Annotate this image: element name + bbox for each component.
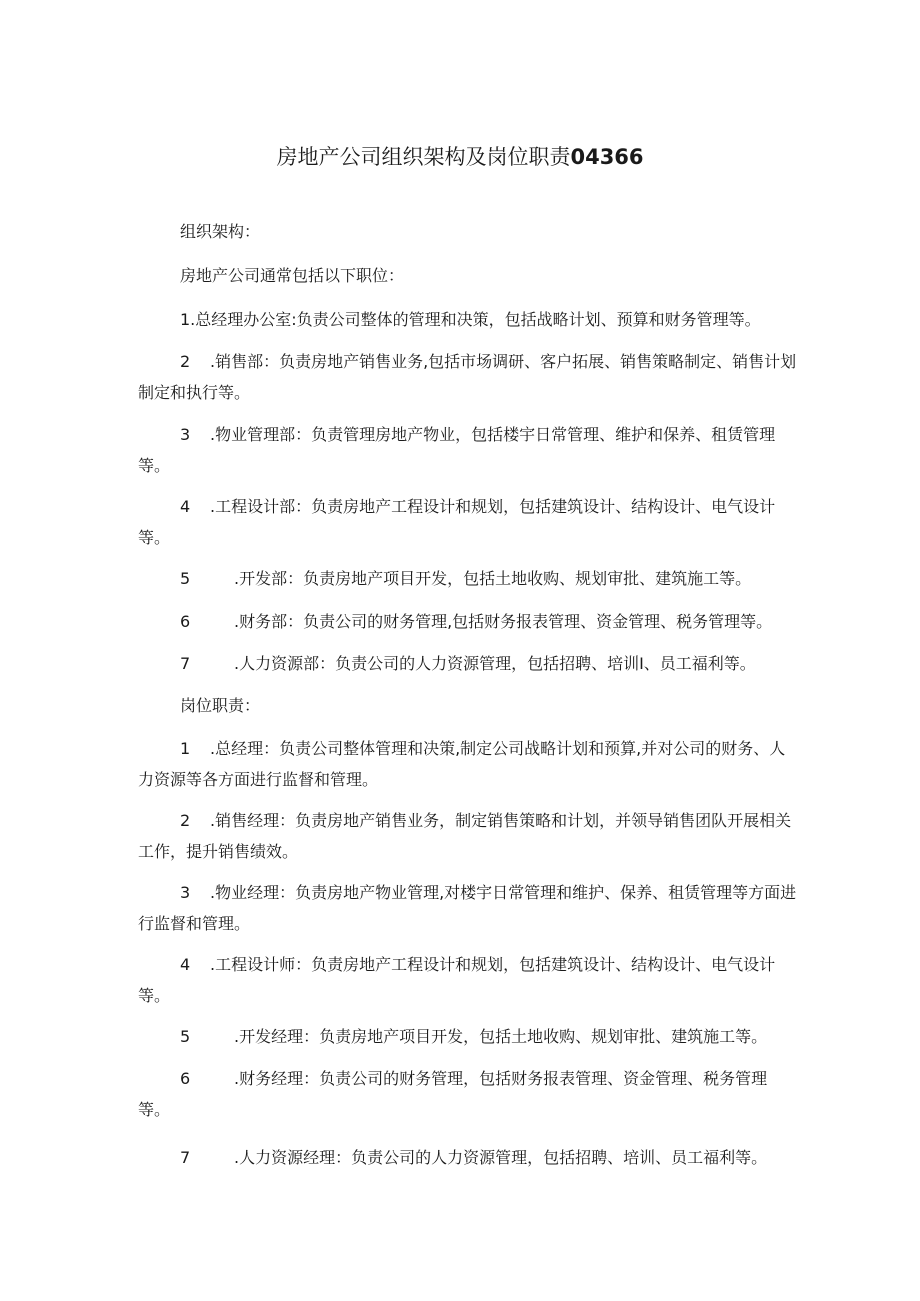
department-text: .销售部：负责房地产销售业务,包括市场调研、客户拓展、销售策略制定、销售计划制定和执行等。 [138,352,797,402]
department-text: .物业管理部：负责管理房地产物业，包括楼宇日常管理、维护和保养、租赁管理等。 [138,425,776,475]
duty-item [138,733,798,795]
duty-item [138,949,798,1011]
duty-item [138,1021,798,1052]
department-item [138,563,798,594]
department-text: .人力资源部：负责公司的人力资源管理，包括招聘、培训I、员工福利等。 [234,654,756,673]
department-num: 3 [180,425,191,444]
duty-heading: 岗位职责： [180,696,261,715]
department-item [138,606,798,637]
department-item [138,648,798,679]
duty-num: 4 [180,955,191,974]
duty-item [138,1063,798,1125]
duty-num: 6 [180,1069,191,1088]
title-text: 房地产公司组织架构及岗位职责 [276,145,571,169]
department-item [138,419,798,481]
department-item [138,346,798,408]
duty-num: 2 [180,811,191,830]
page-title [0,142,920,172]
department-num: 6 [180,612,191,631]
duty-text: .销售经理：负责房地产销售业务，制定销售策略和计划，并领导销售团队开展相关工作，提升销售绩效。 [138,811,792,861]
department-text: .财务部：负责公司的财务管理,包括财务报表管理、资金管理、税务管理等。 [234,612,773,631]
duty-text: .总经理：负责公司整体管理和决策,制定公司战略计划和预算,并对公司的财务、人力资源等各方面进行监督和管理。 [138,739,786,789]
org-intro: 房地产公司通常包括以下职位： [180,266,405,285]
title-code: 04366 [570,145,644,169]
department-text: .开发部：负责房地产项目开发，包括土地收购、规划审批、建筑施工等。 [234,569,752,588]
department-text: .工程设计部：负责房地产工程设计和规划，包括建筑设计、结构设计、电气设计等。 [138,497,776,547]
duty-text: .人力资源经理：负责公司的人力资源管理，包括招聘、培训、员工福利等。 [234,1148,768,1167]
duty-text: .工程设计师：负责房地产工程设计和规划，包括建筑设计、结构设计、电气设计等。 [138,955,776,1005]
duty-item [138,877,798,939]
department-item [138,491,798,553]
duty-num: 5 [180,1027,191,1046]
duty-text: .开发经理：负责房地产项目开发，包括土地收购、规划审批、建筑施工等。 [234,1027,768,1046]
duty-item [138,805,798,867]
department-num: 2 [180,352,191,371]
department-text: 总经理办公室:负责公司整体的管理和决策，包括战略计划、预算和财务管理等。 [195,310,761,329]
department-num: 7 [180,654,191,673]
org-heading: 组织架构： [180,222,261,241]
duty-text: .财务经理：负责公司的财务管理，包括财务报表管理、资金管理、税务管理等。 [138,1069,768,1119]
department-item [138,304,798,335]
duty-text: .物业经理：负责房地产物业管理,对楼宇日常管理和维护、保养、租赁管理等方面进行监督和管理。 [138,883,797,933]
duty-num: 3 [180,883,191,902]
duty-num: 1 [180,739,191,758]
duty-num: 7 [180,1148,191,1167]
department-num: 1. [180,310,196,329]
department-num: 5 [180,569,191,588]
duty-item [138,1142,798,1173]
department-num: 4 [180,497,191,516]
